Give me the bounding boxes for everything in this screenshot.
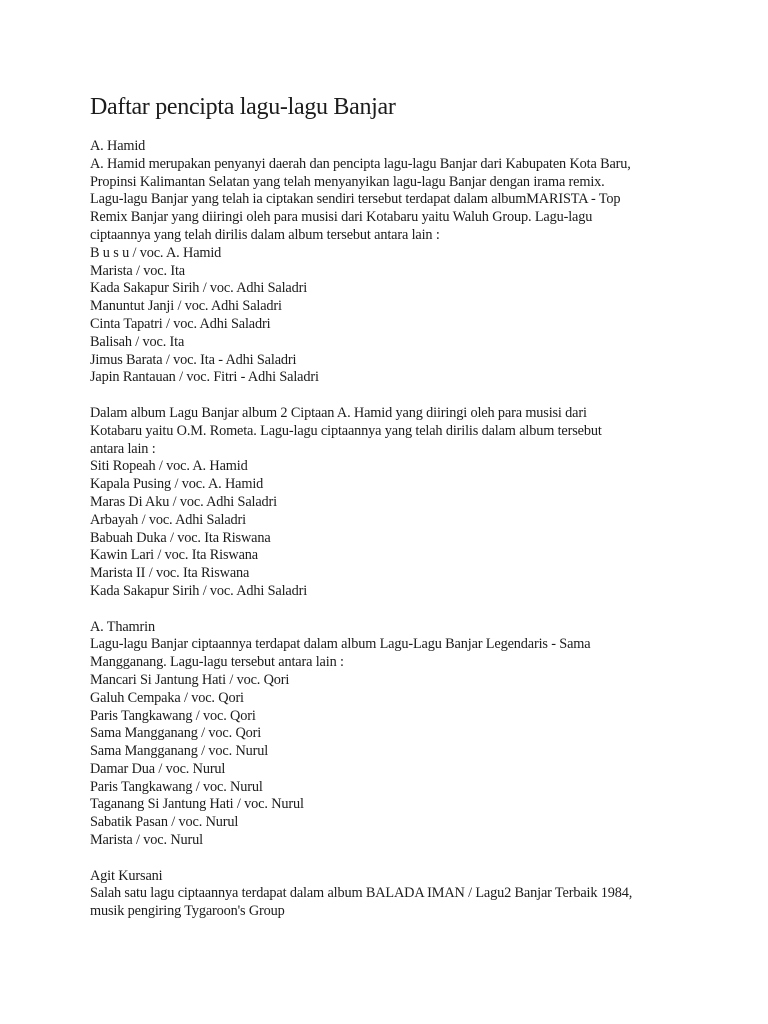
song-item: Arbayah / voc. Adhi Saladri — [90, 511, 246, 528]
section-heading: A. Thamrin — [90, 618, 155, 635]
section-heading: A. Hamid — [90, 138, 146, 154]
document-title: Daftar pencipta lagu-lagu Banjar — [90, 94, 396, 120]
section-heading: Agit Kursani — [90, 867, 163, 884]
song-item: Paris Tangkawang / voc. Qori — [90, 707, 256, 724]
song-item: Sama Mangganang / voc. Qori — [90, 725, 262, 742]
song-item: Jimus Barata / voc. Ita - Adhi Saladri — [90, 351, 297, 368]
song-item: Kawin Lari / voc. Ita Riswana — [90, 547, 258, 564]
section-a-hamid-album-2 — [90, 405, 690, 601]
song-item: Marista / voc. Nurul — [90, 832, 203, 849]
paragraph-line: ciptaannya yang telah dirilis dalam album tersebut antara lain : — [90, 226, 440, 243]
paragraph-line: Dalam album Lagu Banjar album 2 Ciptaan A. Hamid yang diiringi oleh para musisi dari — [90, 404, 587, 421]
song-item: Paris Tangkawang / voc. Nurul — [90, 778, 263, 795]
song-item: Kada Sakapur Sirih / voc. Adhi Saladri — [90, 280, 308, 297]
paragraph-line: Salah satu lagu ciptaannya terdapat dalam album BALADA IMAN / Lagu2 Banjar Terbaik 1984, — [90, 885, 633, 902]
song-item: Marista II / voc. Ita Riswana — [90, 565, 250, 582]
document-page — [90, 92, 690, 939]
paragraph-line: A. Hamid merupakan penyanyi daerah dan pencipta lagu-lagu Banjar dari Kabupaten Kota Baru, — [90, 155, 631, 172]
paragraph-line: musik pengiring Tygaroon's Group — [90, 903, 285, 920]
song-item: Kada Sakapur Sirih / voc. Adhi Saladri — [90, 582, 308, 599]
paragraph-line: Kotabaru yaitu O.M. Rometa. Lagu-lagu ciptaannya yang telah dirilis dalam album tersebut — [90, 422, 602, 439]
song-item: Marista / voc. Ita — [90, 262, 185, 279]
section-a-thamrin — [90, 619, 690, 850]
song-item: Japin Rantauan / voc. Fitri - Adhi Saladri — [90, 369, 319, 386]
song-item: Maras Di Aku / voc. Adhi Saladri — [90, 493, 277, 510]
paragraph-line: Remix Banjar yang diiringi oleh para musisi dari Kotabaru yaitu Waluh Group. Lagu-lagu — [90, 209, 593, 226]
paragraph-line: Mangganang. Lagu-lagu tersebut antara lain : — [90, 654, 344, 671]
paragraph-line: Lagu-lagu Banjar yang telah ia ciptakan sendiri tersebut terdapat dalam albumMARISTA - Top — [90, 191, 621, 208]
song-item: Kapala Pusing / voc. A. Hamid — [90, 476, 264, 493]
section-agit-kursani — [90, 868, 690, 921]
song-item: Sama Mangganang / voc. Nurul — [90, 743, 269, 760]
song-item: Taganang Si Jantung Hati / voc. Nurul — [90, 796, 304, 813]
section-a-hamid — [90, 138, 690, 387]
song-item: Damar Dua / voc. Nurul — [90, 760, 226, 777]
song-item: Mancari Si Jantung Hati / voc. Qori — [90, 671, 290, 688]
song-item: Siti Ropeah / voc. A. Hamid — [90, 458, 248, 475]
song-item: Babuah Duka / voc. Ita Riswana — [90, 529, 271, 546]
song-item: Galuh Cempaka / voc. Qori — [90, 689, 244, 706]
paragraph-line: antara lain : — [90, 440, 156, 457]
song-item: B u s u / voc. A. Hamid — [90, 244, 222, 261]
song-item: Balisah / voc. Ita — [90, 333, 185, 350]
song-item: Sabatik Pasan / voc. Nurul — [90, 814, 239, 831]
song-item: Cinta Tapatri / voc. Adhi Saladri — [90, 315, 271, 332]
paragraph-line: Lagu-lagu Banjar ciptaannya terdapat dalam album Lagu-Lagu Banjar Legendaris - Sama — [90, 636, 591, 653]
paragraph-line: Propinsi Kalimantan Selatan yang telah menyanyikan lagu-lagu Banjar dengan irama remix. — [90, 173, 605, 190]
song-item: Manuntut Janji / voc. Adhi Saladri — [90, 298, 282, 315]
